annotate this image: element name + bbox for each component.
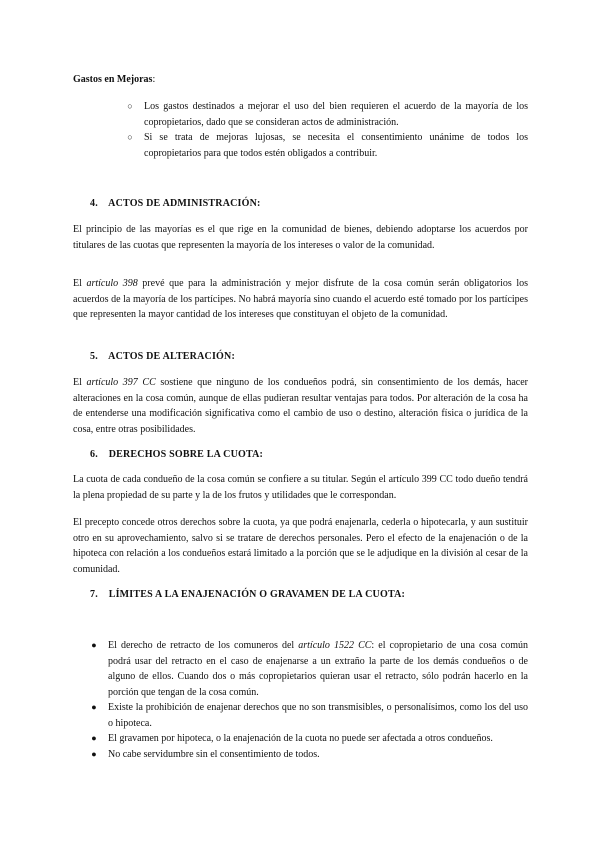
section-title: LÍMITES A LA ENAJENACIÓN O GRAVAMEN DE LA CUOTA:: [108, 589, 406, 600]
section-number: 7.: [90, 589, 98, 600]
circle-bullet-icon: ○: [127, 132, 133, 142]
section4-paragraph-1: El principio de las mayorías es el que rige en la comunidad de bienes, debiendo adoptarse los acuerdos por titulares de las cuotas que representen la mayoría de los intereses o valor de la comunidad.: [73, 224, 528, 251]
list-item: [90, 700, 528, 731]
text-span: El derecho de retracto de los comuneros del: [108, 640, 299, 651]
article-reference: artículo 398: [86, 278, 138, 289]
list-item: [90, 731, 528, 747]
section-number: 5.: [90, 351, 98, 362]
section-heading-7: [90, 587, 510, 603]
list-item: [120, 130, 528, 161]
section6-paragraph-2: El precepto concede otros derechos sobre la cuota, ya que podrá enajenarla, cederla o hipotecarla, y aun sustituir otro en su aprovechamiento, salvo si se tratare de derechos personales. Pero el efecto de la enajenación o de la hipoteca con relación a los condueños estará limitado a la porción que se le adjudique en la división al cesar de la comunidad.: [73, 517, 528, 575]
list-item-text: No cabe servidumbre sin el consentimiento de todos.: [108, 748, 320, 760]
list-item-text: Si se trata de mejoras lujosas, se necesita el consentimiento unánime de todos los copropietarios para que todos estén obligados a contribuir.: [144, 132, 528, 159]
dot-bullet-icon: ●: [91, 748, 97, 759]
gastos-title: Gastos en Mejoras: [73, 74, 153, 85]
article-reference: artículo 397 CC: [86, 377, 156, 388]
section-number: 6.: [90, 449, 98, 460]
list-item: [90, 747, 528, 763]
section-heading-5: [90, 349, 510, 365]
text-span: sostiene que ninguno de los condueños podrá, sin consentimiento de los demás, hacer alteraciones en la cosa común, aunque de ellas pudieran resultar ventajas para todos. Por alteración de la cosa ha de entenderse una modificación significativa como el cambio de uso o destino, alteración física o jurídica de la cosa, entre otras posibilidades.: [73, 377, 528, 435]
section-heading-4: [90, 196, 510, 212]
section-title: DERECHOS SOBRE LA CUOTA:: [108, 449, 264, 460]
article-reference: artículo 1522 CC: [298, 640, 372, 651]
section-title: ACTOS DE ADMINISTRACIÓN:: [108, 198, 261, 209]
section-number: 4.: [90, 198, 98, 209]
dot-bullet-icon: ●: [91, 702, 97, 712]
text-span: prevé que para la administración y mejor disfrute de la cosa común serán obligatorios los acuerdos de la mayoría de los partícipes. No habrá mayoría sino cuando el acuerdo esté tomado por los partícipes que representen la mayor cantidad de los intereses que constituyan el objeto de la comunidad.: [73, 278, 528, 320]
list-item: [120, 99, 528, 130]
list-item-text: Los gastos destinados a mejorar el uso del bien requieren el acuerdo de la mayoría de los copropietarios, dado que se consideran actos de administración.: [144, 101, 528, 128]
text-span: : el copropietario de una cosa común podrá usar del retracto en el caso de enajenarse a un extraño la parte de los demás condueños o de alguno de ellos. Cuando dos o más copropietarios quieran usar el retracto, sólo podrán hacerlo en la porción que tengan de la cosa común.: [108, 640, 528, 698]
section-heading-6: [90, 447, 510, 463]
gastos-heading: [73, 72, 528, 88]
dot-bullet-icon: ●: [91, 733, 97, 743]
dot-bullet-icon: ●: [91, 640, 97, 650]
list-item-text: Existe la prohibición de enajenar derechos que no son transmisibles, o personalísimos, como los del uso o hipoteca.: [108, 702, 528, 729]
section4-paragraph-2: [73, 276, 528, 323]
section-title: ACTOS DE ALTERACIÓN:: [108, 351, 235, 362]
circle-bullet-icon: ○: [127, 101, 133, 111]
section6-paragraph-1: La cuota de cada condueño de la cosa común se confiere a su titular. Según el artículo 399 CC todo dueño tendrá la plena propiedad de su parte y la de los frutos y utilidades que le correspondan.: [73, 474, 528, 501]
section5-paragraph-1: [73, 375, 528, 437]
section7-list: [90, 638, 528, 762]
text-span: El: [73, 377, 87, 388]
list-item: [90, 638, 528, 700]
gastos-colon: :: [152, 74, 156, 85]
text-span: El: [73, 278, 87, 289]
list-item-text: El gravamen por hipoteca, o la enajenación de la cuota no puede ser afectada a otros condueños.: [108, 733, 493, 744]
gastos-list: [120, 99, 528, 161]
